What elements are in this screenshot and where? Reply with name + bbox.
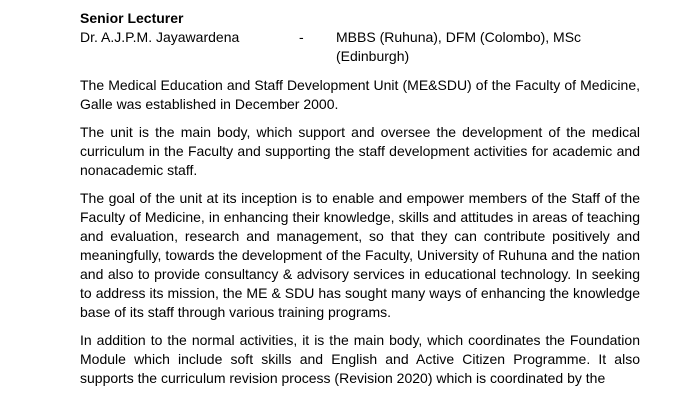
- paragraph-role: The unit is the main body, which support and oversee the development of the medical curriculum in the Faculty and supporting the staff development activities for academic and nonacademic staff.: [80, 124, 640, 178]
- document-page: [80, 9, 640, 388]
- paragraph-activities: In addition to the normal activities, it is the main body, which coordinates the Foundation Module which include soft skills and English and Active Citizen Programme. It also supports the curriculum revision process (Revision 2020) which is coordinated by the: [80, 332, 640, 386]
- staff-entry: [80, 28, 640, 66]
- section-heading: Senior Lecturer: [80, 10, 184, 26]
- paragraph-establishment: The Medical Education and Staff Development Unit (ME&SDU) of the Faculty of Medicine, Galle was established in December 2000.: [80, 77, 640, 112]
- paragraph-goal: The goal of the unit at its inception is to enable and empower members of the Staff of the Faculty of Medicine, in enhancing their knowledge, skills and attitudes in areas of teaching and evaluation, research and management, so that they can contribute positively and meaningfully, towards the development of the Faculty, University of Ruhuna and the nation and also to provide consultancy & advisory services in educational technology. In seeking to address its mission, the ME & SDU has sought many ways of enhancing the knowledge base of its staff through various training programs.: [80, 190, 640, 320]
- staff-separator: -: [299, 29, 304, 45]
- staff-name: Dr. A.J.P.M. Jayawardena: [80, 29, 240, 45]
- staff-qualifications: MBBS (Ruhuna), DFM (Colombo), MSc (Edinburgh): [336, 29, 582, 64]
